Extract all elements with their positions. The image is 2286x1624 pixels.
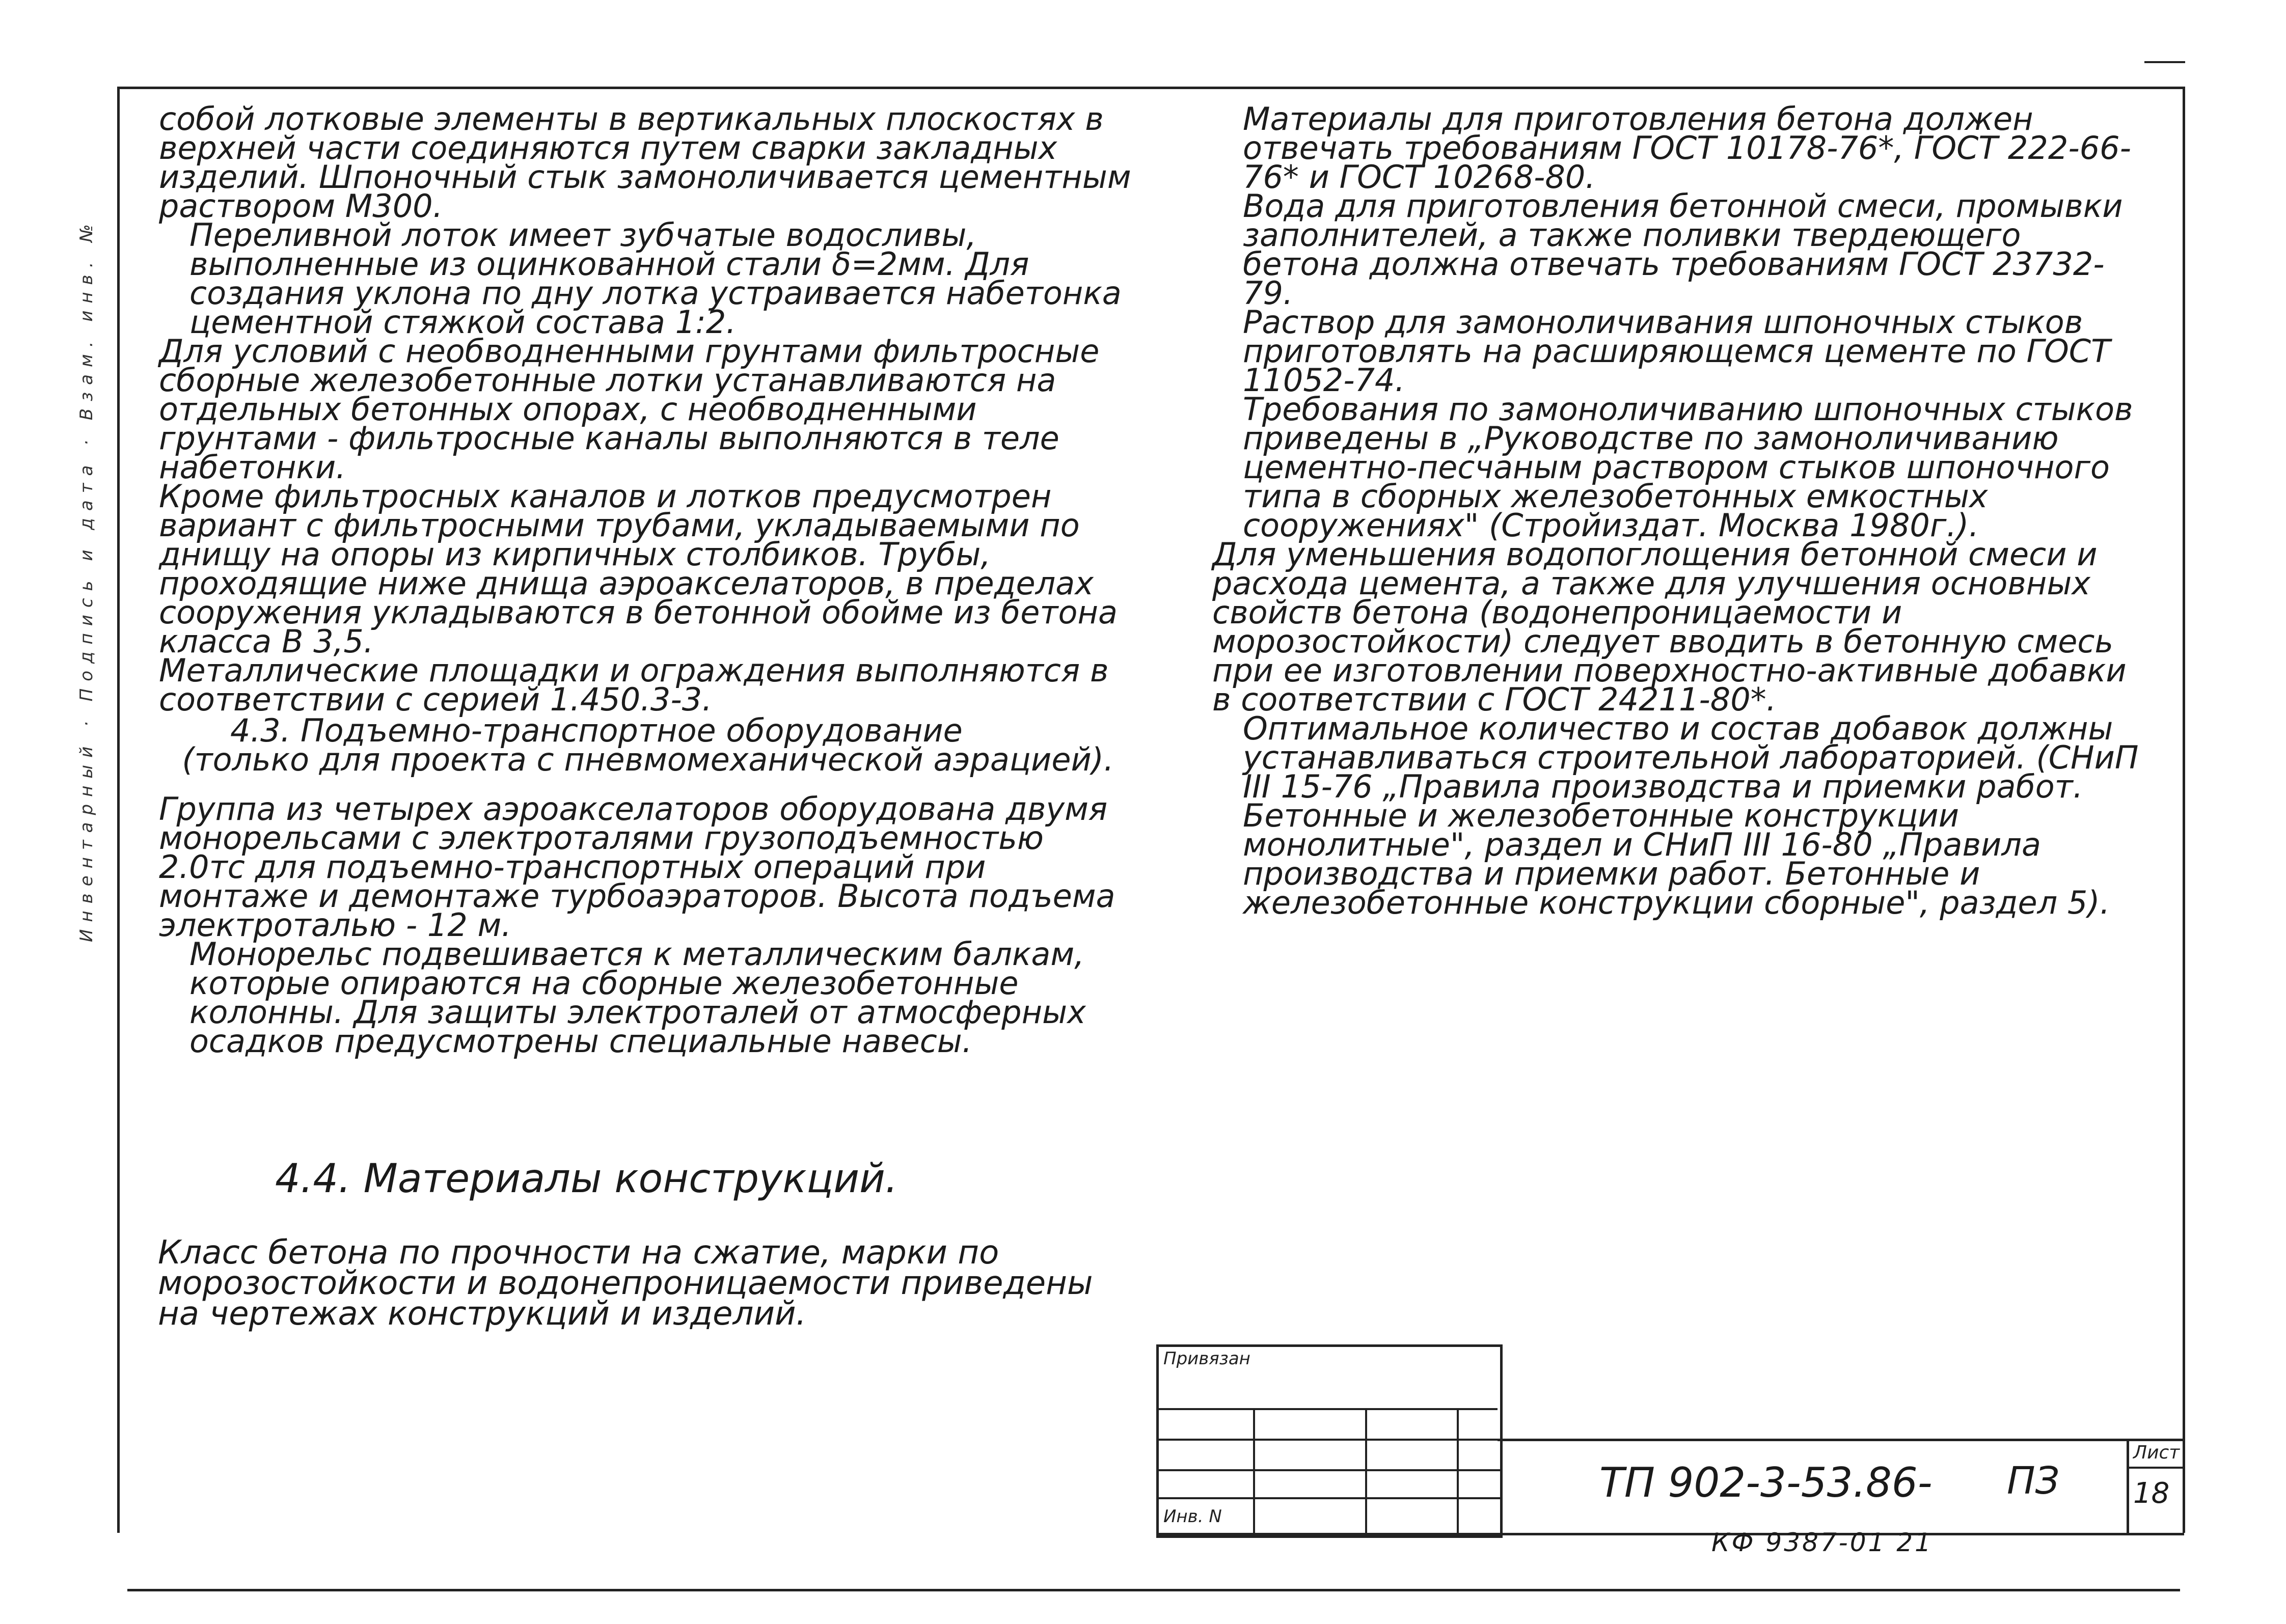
- bound-grid-vline-1: [1253, 1408, 1255, 1533]
- paragraph: Кроме фильтросных каналов и лотков предусмотрен вариант с фильтросными трубами, укладываемыми по днищу на опоры из кирпичных столбиков. Трубы, проходящие ниже днища аэроакселаторов, в пределах сооружения укладываются в бетонной обойме из бетона класса В 3,5.: [159, 478, 1118, 660]
- sheet-label: Лист: [2133, 1442, 2180, 1463]
- bound-grid-vline-3: [1457, 1408, 1459, 1533]
- stamp-top-line: [1498, 1439, 2184, 1441]
- paragraph: Для уменьшения водопоглощения бетонной смеси и расхода цемента, а также для улучшения основных свойств бетона (водонепроницаемости и морозостойкости) следует вводить в бетонную смесь при ее изготовлении поверхностно-активные добавки в соответствии с ГОСТ 24211-80*.: [1212, 536, 2127, 718]
- sheet-number: 18: [2133, 1477, 2170, 1510]
- subsection-heading-line2: (только для проекта с пневмомеханической аэрацией).: [182, 741, 1114, 778]
- inv-label: Инв. N: [1163, 1506, 1222, 1527]
- paragraph: Вода для приготовления бетонной смеси, промывки заполнителей, а также поливки твердеющего бетона должна отвечать требованиям ГОСТ 23732-79.: [1243, 187, 2123, 312]
- frame-corner-tick: [2144, 61, 2185, 63]
- bottom-rule: [127, 1589, 2180, 1591]
- frame-top-border: [117, 87, 2185, 89]
- left-text-column: [159, 100, 1137, 1060]
- title-block: [1156, 1344, 2184, 1538]
- paragraph: Переливной лоток имеет зубчатые водосливы, выполненные из оцинкованной стали δ=2мм. Для создания уклона по дну лотка устраивается набетонка цементной стяжкой состава 1:2.: [189, 216, 1122, 341]
- bound-grid-line-3: [1156, 1469, 1503, 1471]
- footer-code: КФ 9387-01 21: [1711, 1528, 1933, 1557]
- paragraph: Требования по замоноличиванию шпоночных стыков приведены в „Руководстве по замоноличиванию цементно-песчаным раствором стыков шпоночного типа в сборных железобетонных емкостных сооружениях" (Стройиздат. Москва 1980г.).: [1243, 391, 2133, 544]
- document-code: ТП 902-3-53.86-: [1599, 1459, 1933, 1506]
- right-text-column: [1212, 100, 2144, 921]
- subsection-heading-line1: 4.3. Подъемно-транспортное оборудование: [230, 712, 963, 749]
- bound-grid-vline-2: [1365, 1408, 1367, 1533]
- right-paragraphs: [1212, 100, 2144, 921]
- sheet-cell-mid: [2127, 1467, 2184, 1469]
- paragraph: Монорельс подвешивается к металлическим балкам, которые опираются на сборные железобетонные колонны. Для защиты электроталей от атмосферных осадков предусмотрены специальные навесы.: [189, 935, 1086, 1060]
- frame-left-border: [117, 87, 120, 1533]
- paragraph: Металлические площадки и ограждения выполняются в соответствии с серией 1.450.3-3.: [159, 652, 1109, 718]
- paragraph: Оптимальное количество и состав добавок должны устанавливаться строительной лабораторией. (СНиП III 15-76 „Правила производства и приемки работ. Бетонные и железобетонные конструкции монолитные", раздел и СНиП III 16-80 „Правила производства и приемки работ. Бетонные и железобетонные конструкции сборные", раздел 5).: [1243, 710, 2139, 921]
- frame-right-border: [2183, 87, 2185, 1533]
- binding-margin-text: Инвентарный · Подпись и дата · Взам. инв. №: [76, 217, 97, 942]
- section-heading-materials: 4.4. Материалы конструкций.: [275, 1156, 898, 1202]
- bound-label: Привязан: [1163, 1348, 1250, 1369]
- paragraph: Группа из четырех аэроакселаторов оборудована двумя монорельсами с электроталями грузоподъемностью 2.0тс для подъемно-транспортных операций при монтаже и демонтаже турбоаэраторов. Высота подъема электроталью - 12 м.: [159, 790, 1115, 944]
- bound-grid-line-4: [1156, 1497, 1503, 1499]
- paragraph: Для условий с необводненными грунтами фильтросные сборные железобетонные лотки устанавливаются на отдельных бетонных опорах, с необводненными грунтами - фильтросные каналы выполняются в теле набетонки.: [159, 333, 1100, 486]
- left-paragraphs-after: [159, 790, 1137, 1060]
- materials-text: Класс бетона по прочности на сжатие, марки по морозостойкости и водонепроницаемости приведены на чертежах конструкций и изделий.: [158, 1234, 1093, 1333]
- document-type: ПЗ: [2007, 1459, 2060, 1503]
- materials-paragraph: [158, 1234, 1126, 1333]
- sheet-cell-left: [2127, 1439, 2129, 1533]
- paragraph: Раствор для замоноличивания шпоночных стыков приготовлять на расширяющемся цементе по ГОСТ 11052-74.: [1243, 304, 2110, 399]
- paragraph: Материалы для приготовления бетона должен отвечать требованиям ГОСТ 10178-76*, ГОСТ 222-66-76* и ГОСТ 10268-80.: [1243, 100, 2131, 196]
- paragraph: собой лотковые элементы в вертикальных плоскостях в верхней части соединяются путем сварки закладных изделий. Шпоночный стык замоноличивается цементным раствором М300.: [159, 100, 1131, 225]
- left-paragraphs: [159, 100, 1137, 718]
- bound-grid-line-2: [1156, 1439, 1503, 1441]
- bound-grid-line-1: [1156, 1408, 1498, 1410]
- stamp-bottom-line: [1156, 1533, 2184, 1535]
